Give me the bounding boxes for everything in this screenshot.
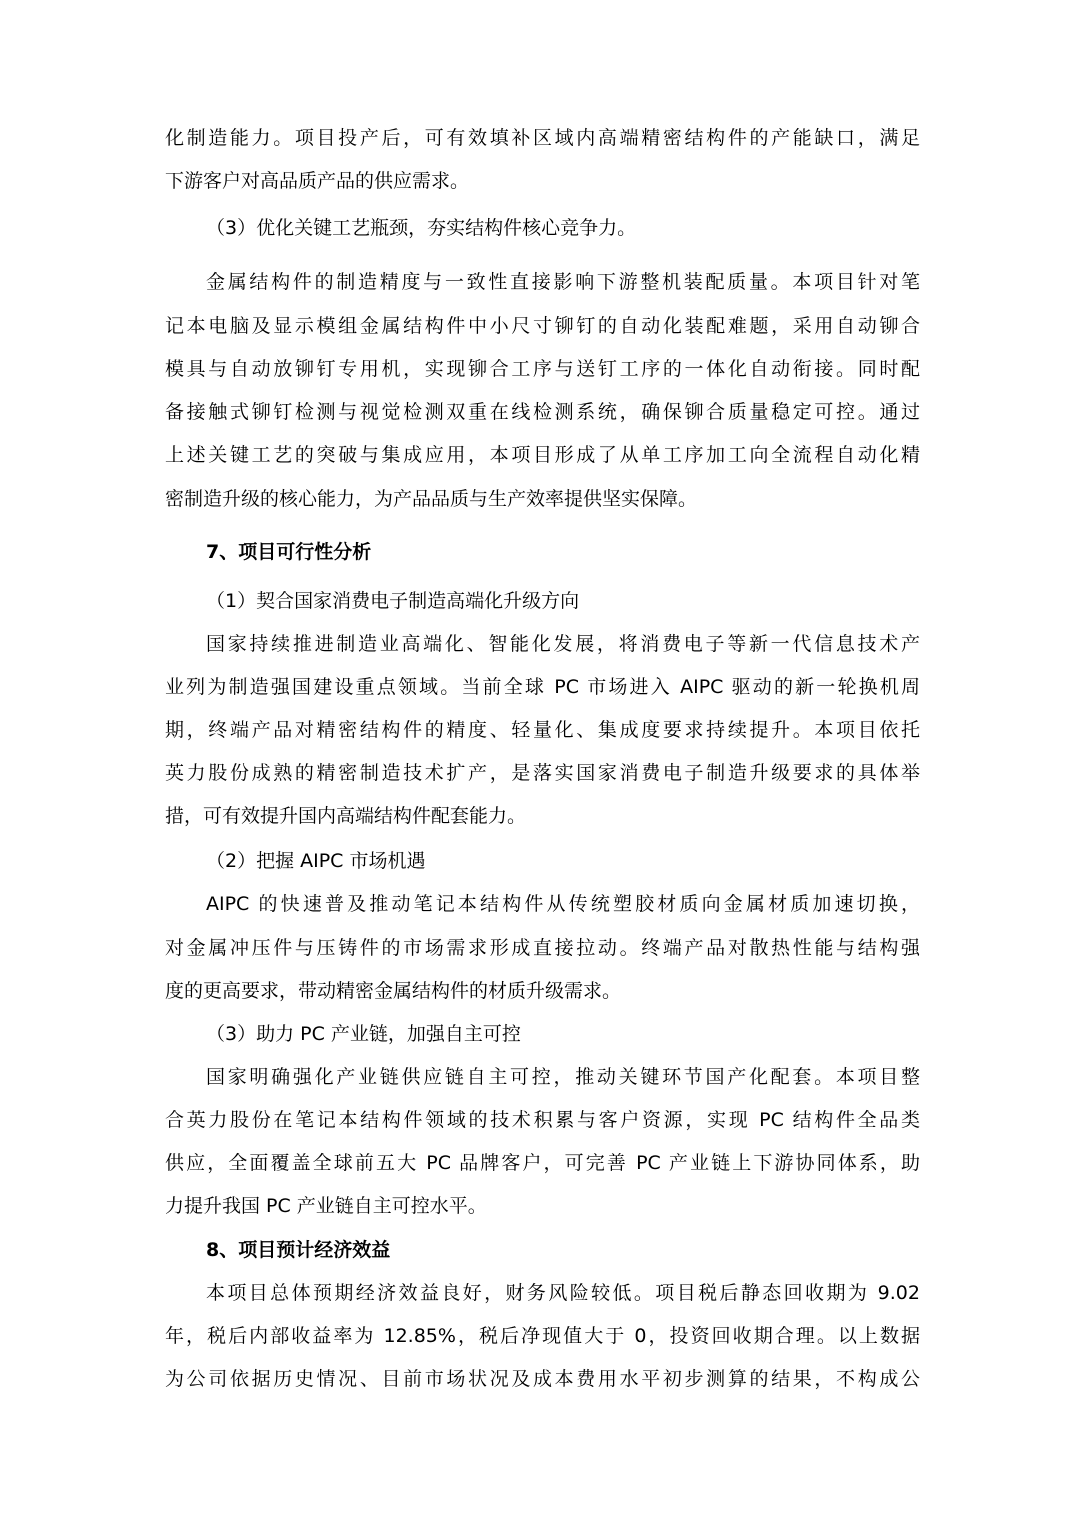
paragraph-line: 供应，全面覆盖全球前五大 PC 品牌客户，可完善 PC 产业链上下游协同体系，助 [165,1152,920,1174]
paragraph-line: 业列为制造强国建设重点领域。当前全球 PC 市场进入 AIPC 驱动的新一轮换机周 [165,676,920,698]
paragraph-line: 对金属冲压件与压铸件的市场需求形成直接拉动。终端产品对散热性能与结构强 [165,937,920,959]
paragraph-line: 国家持续推进制造业高端化、智能化发展，将消费电子等新一代信息技术产 [206,633,920,655]
paragraph-line: 度的更高要求，带动精密金属结构件的材质升级需求。 [165,980,622,1002]
paragraph-line: 密制造升级的核心能力，为产品品质与生产效率提供坚实保障。 [165,488,698,510]
section-heading: 7、项目可行性分析 [206,541,372,563]
paragraph-line: 本项目总体预期经济效益良好，财务风险较低。项目税后静态回收期为 9.02 [206,1282,920,1304]
paragraph-line: 年，税后内部收益率为 12.85%，税后净现值大于 0，投资回收期合理。以上数据 [165,1325,920,1347]
subheading: （1）契合国家消费电子制造高端化升级方向 [206,590,580,612]
paragraph-line: 合英力股份在笔记本结构件领域的技术积累与客户资源，实现 PC 结构件全品类 [165,1109,920,1131]
paragraph-line: 金属结构件的制造精度与一致性直接影响下游整机装配质量。本项目针对笔 [206,271,920,293]
paragraph-line: 备接触式铆钉检测与视觉检测双重在线检测系统，确保铆合质量稳定可控。通过 [165,401,920,423]
subheading: （2）把握 AIPC 市场机遇 [206,850,426,872]
paragraph-line: 英力股份成熟的精密制造技术扩产，是落实国家消费电子制造升级要求的具体举 [165,762,920,784]
paragraph-line: 力提升我国 PC 产业链自主可控水平。 [165,1195,487,1217]
paragraph-line: 措，可有效提升国内高端结构件配套能力。 [165,805,527,827]
paragraph-line: 国家明确强化产业链供应链自主可控，推动关键环节国产化配套。本项目整 [206,1066,920,1088]
paragraph-line: 为公司依据历史情况、目前市场状况及成本费用水平初步测算的结果，不构成公 [165,1368,920,1390]
paragraph-line: AIPC 的快速普及推动笔记本结构件从传统塑胶材质向金属材质加速切换， [206,893,920,915]
subheading: （3）优化关键工艺瓶颈，夯实结构件核心竞争力。 [206,217,637,239]
paragraph-line: 下游客户对高品质产品的供应需求。 [165,170,470,192]
paragraph-line: 模具与自动放铆钉专用机，实现铆合工序与送钉工序的一体化自动衔接。同时配 [165,358,920,380]
paragraph-line: 上述关键工艺的突破与集成应用，本项目形成了从单工序加工向全流程自动化精 [165,444,920,466]
paragraph-line: 期，终端产品对精密结构件的精度、轻量化、集成度要求持续提升。本项目依托 [165,719,920,741]
section-heading: 8、项目预计经济效益 [206,1239,391,1261]
paragraph-line: 化制造能力。项目投产后，可有效填补区域内高端精密结构件的产能缺口，满足 [165,127,920,149]
paragraph-line: 记本电脑及显示模组金属结构件中小尺寸铆钉的自动化装配难题，采用自动铆合 [165,315,920,337]
subheading: （3）助力 PC 产业链，加强自主可控 [206,1023,521,1045]
